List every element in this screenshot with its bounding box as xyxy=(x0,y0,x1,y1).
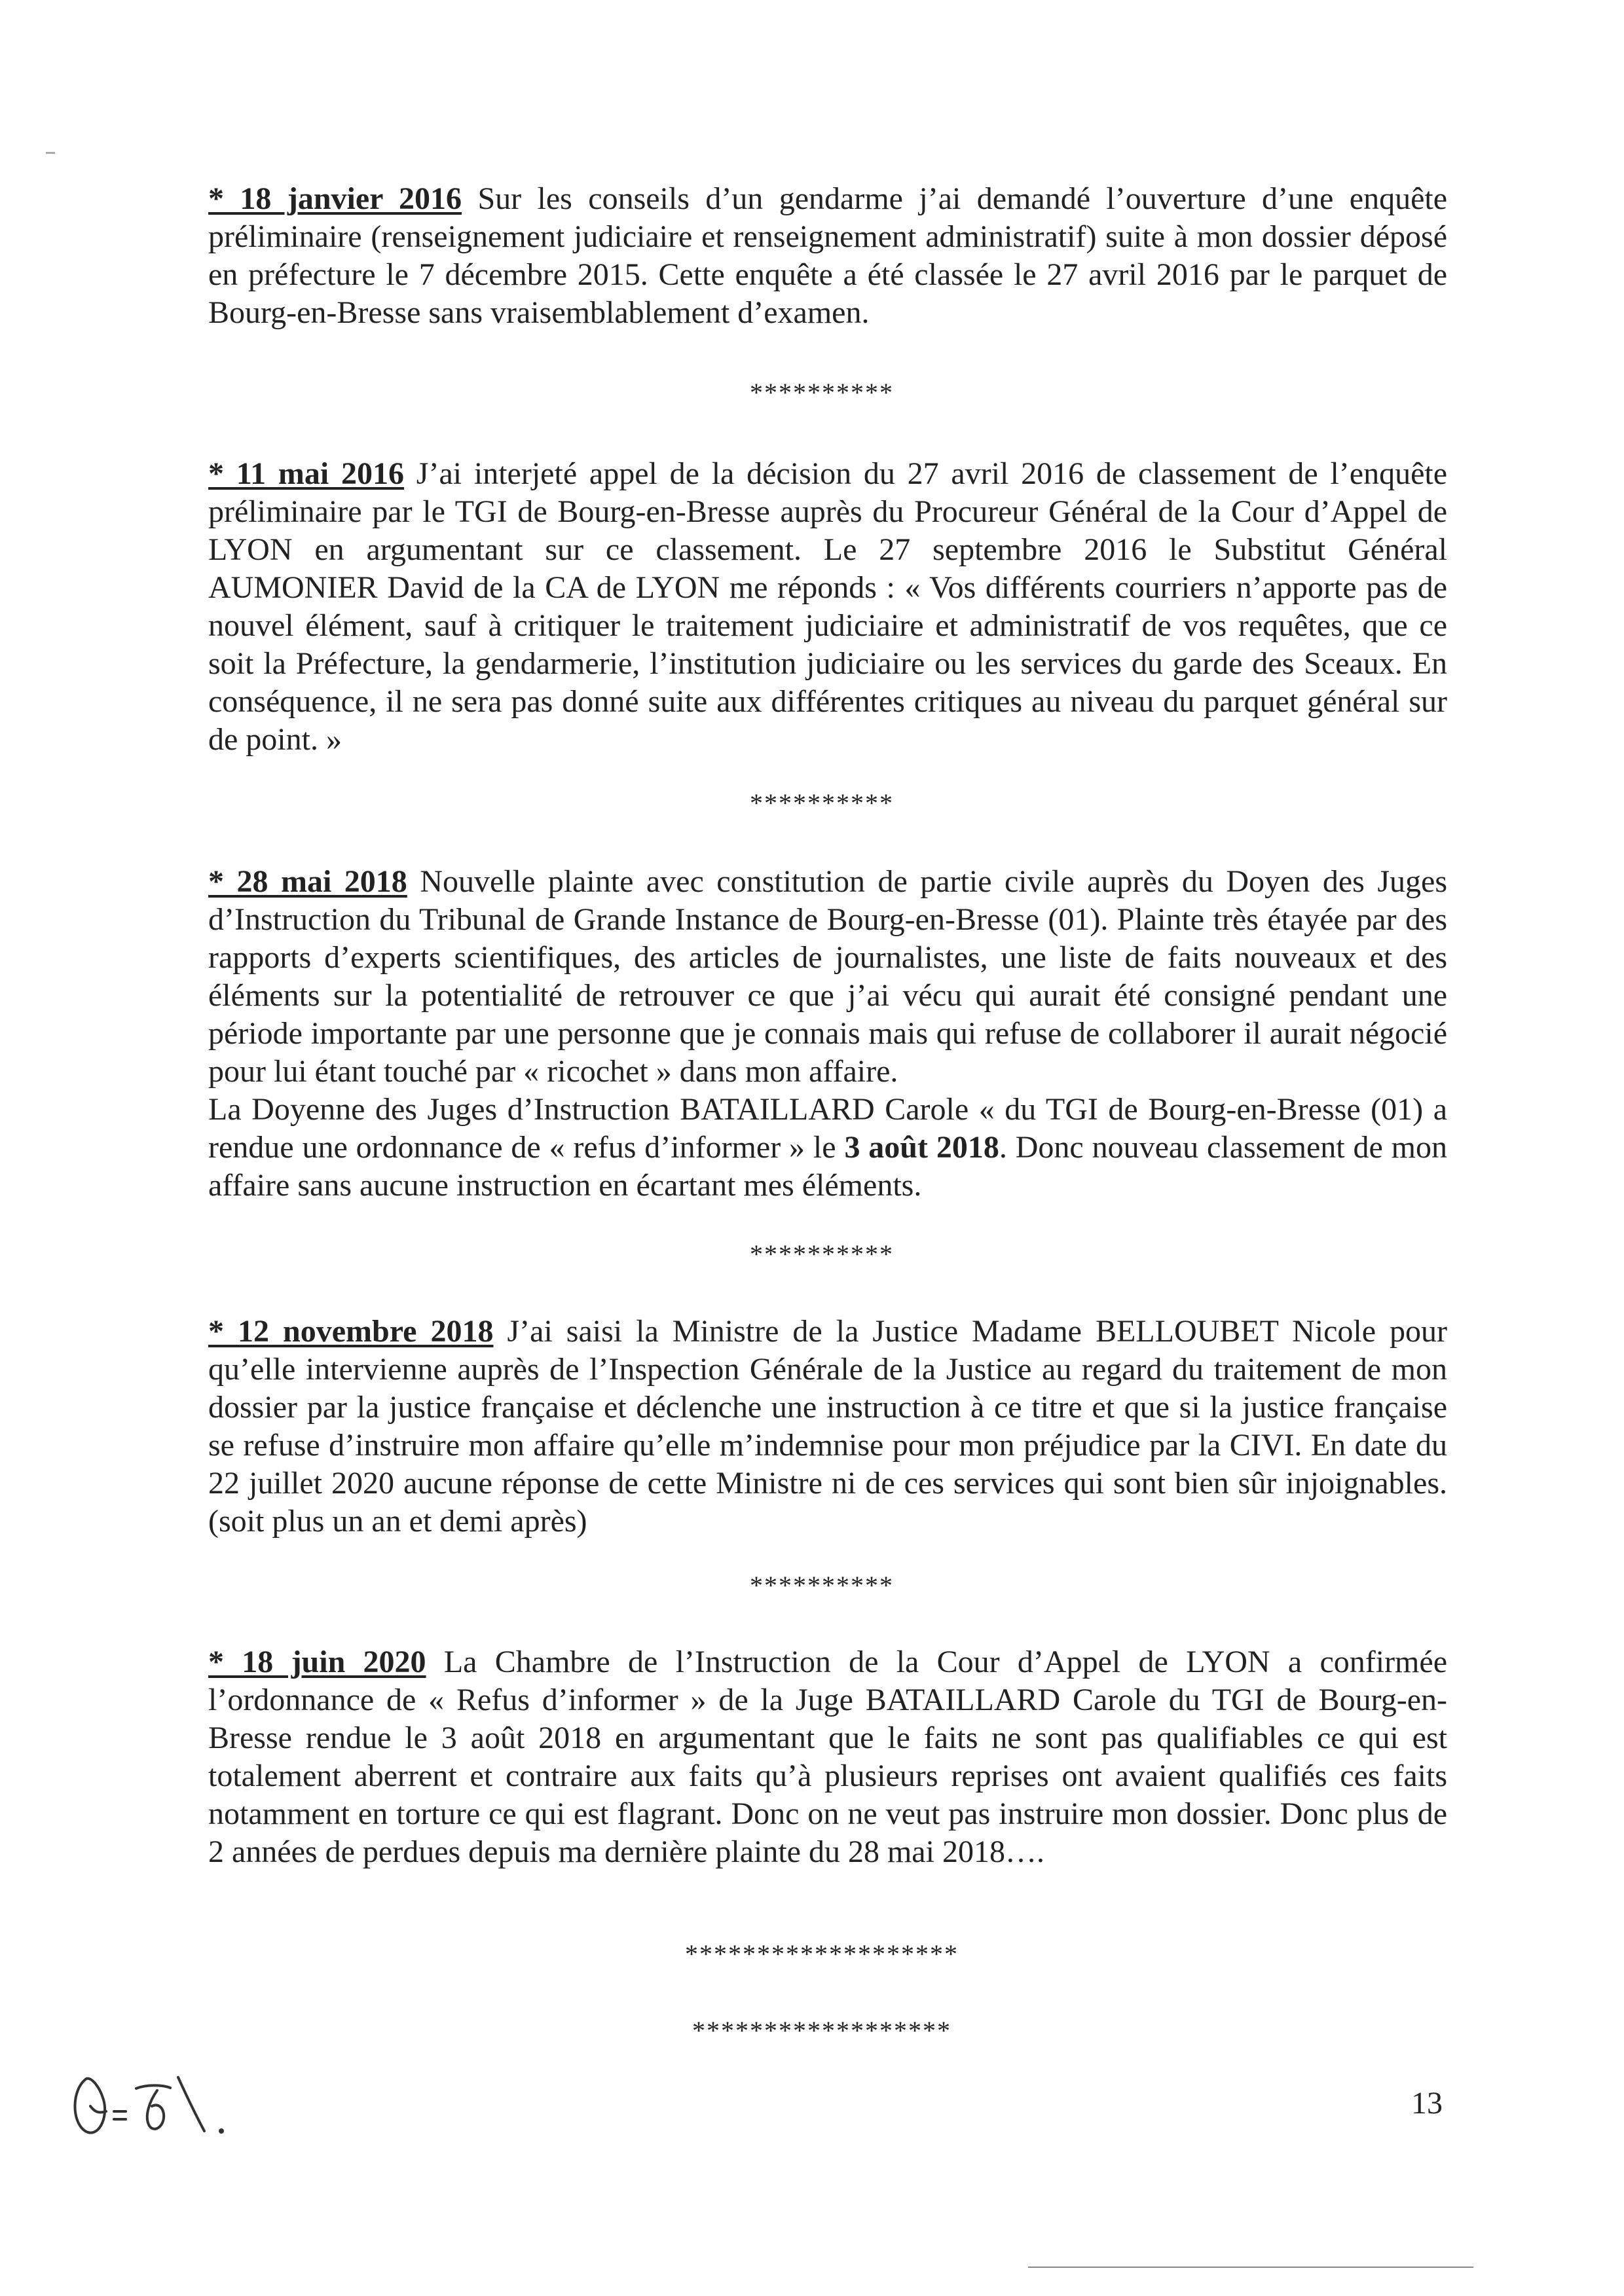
separator-stars: ********** xyxy=(750,1571,894,1600)
separator-stars: ****************** xyxy=(692,2016,951,2045)
entry-text: J’ai saisi la Ministre de la Justice Madame BELLOUBET Nicole pour qu’elle intervienne auprès de l’Inspection Générale de la Justice au regard du traitement de mon dossier par la justice française et déclenche une instruction à ce titre et que si la justice française se refuse d’instruire mon affaire qu’elle m’indemnise pour mon préjudice par la CIVI. En date du 22 juillet 2020 aucune réponse de cette Ministre ni de ces services qui sont bien sûr injoignables. (soit plus un an et demi après) xyxy=(208,1314,1448,1539)
entry-text: La Chambre de l’Instruction de la Cour d’Appel de LYON a confirmée l’ordonnance de « Refus d’informer » de la Juge BATAILLARD Carole du TGI de Bourg-en-Bresse rendue le 3 août 2018 en argumentant que le faits ne sont pas qualifiables ce qui est totalement aberrent et contraire aux faits qu’à plusieurs reprises ont avaient qualifiés ces faits notamment en torture ce qui est flagrant. Donc on ne veut pas instruire mon dossier. Donc plus de 2 années de perdues depuis ma dernière plainte du 28 mai 2018…. xyxy=(208,1645,1447,1869)
separator xyxy=(0,1241,1624,1267)
page-number: 13 xyxy=(1411,2086,1443,2121)
entry-paragraph xyxy=(208,1313,1447,1540)
entry-date: * 12 novembre 2018 xyxy=(208,1314,494,1349)
separator-stars: ********** xyxy=(750,378,894,407)
scan-edge-line xyxy=(1028,2267,1473,2268)
entry-date: * 18 juin 2020 xyxy=(208,1645,426,1679)
scan-artifact xyxy=(46,152,55,154)
entry-paragraph-2 xyxy=(208,1091,1447,1205)
separator xyxy=(0,380,1624,406)
entry-text: Sur les conseils d’un gendarme j’ai demandé l’ouverture d’une enquête préliminaire (renseignement judiciaire et renseignement administratif) suite à mon dossier déposé en préfecture le 7 décembre 2015. Cette enquête a été classée le 27 avril 2016 par le parquet de Bourg-en-Bresse sans vraisemblablement d’examen. xyxy=(208,181,1448,330)
entry-date: * 18 janvier 2016 xyxy=(208,181,462,216)
separator-long xyxy=(0,1941,1624,1967)
separator xyxy=(0,1573,1624,1599)
entry-11-mai-2016 xyxy=(208,455,1447,759)
entry-date: * 11 mai 2016 xyxy=(208,456,405,491)
entry-18-janvier-2016 xyxy=(208,180,1447,332)
entry-text-2-end: . Donc nouveau classement de mon affaire sans aucune instruction en écartant mes éléments. xyxy=(208,1130,1448,1203)
separator-stars: ********** xyxy=(750,788,894,818)
separator xyxy=(0,790,1624,816)
separator-long xyxy=(0,2018,1624,2044)
entry-text: Nouvelle plainte avec constitution de partie civile auprès du Doyen des Juges d’Instruction du Tribunal de Grande Instance de Bourg-en-Bresse (01). Plainte très étayée par des rapports d’experts scientifiques, des articles de journalistes, une liste de faits nouveaux et des éléments sur la potentialité de retrouver ce que j’ai vécu qui aurait été consigné pendant une période importante par une personne que je connais mais qui refuse de collaborer il aurait négocié pour lui étant touché par « ricochet » dans mon affaire. xyxy=(208,864,1447,1089)
entry-12-novembre-2018 xyxy=(208,1313,1447,1540)
entry-paragraph xyxy=(208,863,1447,1091)
entry-paragraph xyxy=(208,1643,1447,1871)
separator-stars: ********** xyxy=(750,1239,894,1269)
entry-date: * 28 mai 2018 xyxy=(208,864,407,899)
separator-stars: ******************* xyxy=(685,1939,959,1969)
entry-paragraph xyxy=(208,455,1447,759)
entry-28-mai-2018 xyxy=(208,863,1447,1205)
entry-18-juin-2020 xyxy=(208,1643,1447,1871)
entry-text: J’ai interjeté appel de la décision du 27 avril 2016 de classement de l’enquête préliminaire par le TGI de Bourg-en-Bresse auprès du Procureur Général de la Cour d’Appel de LYON en argumentant sur ce classement. Le 27 septembre 2016 le Substitut Général AUMONIER David de la CA de LYON me réponds : « Vos différents courriers n’apporte pas de nouvel élément, sauf à critiquer le traitement judiciaire et administratif de vos requêtes, que ce soit la Préfecture, la gendarmerie, l’institution judiciaire ou les services du garde des Sceaux. En conséquence, il ne sera pas donné suite aux différentes critiques au niveau du parquet général sur de point. » xyxy=(208,456,1448,757)
entry-paragraph xyxy=(208,180,1447,332)
handwritten-initials xyxy=(65,2066,242,2151)
entry-text-2-start: La Doyenne des Juges d’Instruction BATAILLARD Carole « du TGI de Bourg-en-Bresse (01) a rendue une ordonnance de « refus d’informer » le xyxy=(208,1092,1447,1165)
entry-bold-date: 3 août 2018 xyxy=(844,1130,999,1165)
